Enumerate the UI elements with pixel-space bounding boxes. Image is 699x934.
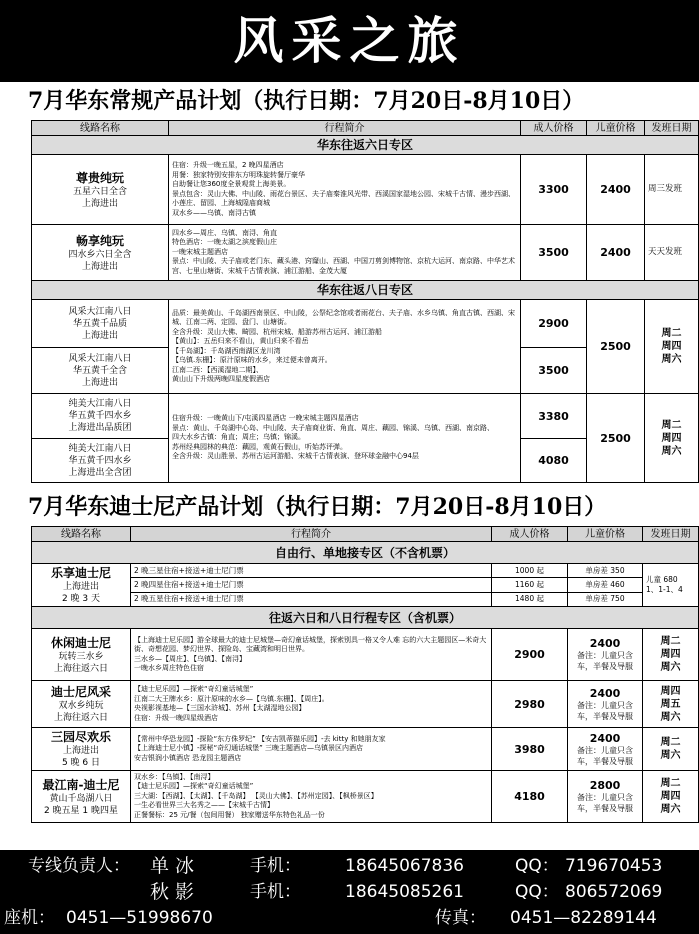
- qq-1: 719670453: [565, 856, 663, 876]
- child-price: 2400: [587, 155, 645, 225]
- table-row: [32, 300, 699, 348]
- route-name: 尊贵纯玩 五星六日全含 上海进出: [32, 155, 169, 225]
- landline: 0451—51998670: [66, 908, 213, 928]
- departure-dates: 周二 周四 周六: [645, 300, 699, 394]
- qq-label-2: QQ：: [515, 882, 559, 902]
- adult-price: 3300: [521, 155, 587, 225]
- adult-price: 3500: [521, 225, 587, 281]
- table-row: [32, 564, 699, 578]
- table-row: [32, 225, 699, 281]
- adult-price: 2900: [492, 629, 568, 681]
- adult-price: 4080: [521, 439, 587, 483]
- table-row: [32, 155, 699, 225]
- route-desc: 【迪士尼乐园】—探索“奇幻童话城堡” 江南二大王牌水乡：原汁原味的水乡—【乌镇.东栅】、【周庄】。 央视影视基地—【三国水浒城】、苏州【太湖湿地公园】 住宿：升级一晚四星级酒店: [131, 681, 492, 728]
- col-child: 儿童价格: [568, 527, 643, 542]
- col-child: 儿童价格: [587, 121, 645, 136]
- route-name: 最江南-迪士尼 黄山千岛湖八日 2 晚五星 1 晚四星: [32, 771, 131, 823]
- contact-label: 专线负责人：: [28, 856, 130, 876]
- departure-dates: 天天发班: [645, 225, 699, 281]
- route-desc: 【上海迪士尼乐园】游全球最大的迪士尼城堡—奇幻童话城堡，探索别具一格又令人难 忘的六大主题园区—米奇大街、奇想花园、梦幻世界、探险岛、宝藏湾和明日世界。 三水乡—【周庄】、【乌镇】、【南浔】 一晚水乡周庄特色住宿: [131, 629, 492, 681]
- table-row: [32, 629, 699, 681]
- phone-1: 18645067836: [345, 856, 464, 876]
- qq-label-1: QQ：: [515, 856, 559, 876]
- table-row: [32, 394, 699, 439]
- adult-price: 3980: [492, 728, 568, 771]
- adult-price: 2980: [492, 681, 568, 728]
- phone-label-2: 手机：: [250, 882, 301, 902]
- col-adult: 成人价格: [521, 121, 587, 136]
- qq-2: 806572069: [565, 882, 663, 902]
- table-row: [32, 681, 699, 728]
- col-route: 线路名称: [32, 527, 131, 542]
- route-name: 纯美大江南八日 华五黄千四水乡 上海进出全含团: [32, 439, 169, 483]
- child-price: 2400 备注：儿童只含 车，半餐及导服: [568, 681, 643, 728]
- phone-label-1: 手机：: [250, 856, 301, 876]
- route-name: 休闲迪士尼 玩转三水乡 上海往返六日: [32, 629, 131, 681]
- fax-label: 传真：: [435, 908, 486, 928]
- package-price: 1480 起: [492, 592, 568, 606]
- route-name: 畅享纯玩 四水乡六日全含 上海进出: [32, 225, 169, 281]
- package-price: 1000 起: [492, 564, 568, 578]
- departure-dates: 周二 周四 周六: [643, 771, 699, 823]
- package-line: 2 晚四星住宿+接送+迪士尼门票: [131, 578, 492, 592]
- route-desc: 住宿：升级一晚五星，2 晚四星酒店 用餐：独家特别安排东方明珠旋转餐厅豪华 自助餐让您360度全景观赏上海美景。 景点包含：灵山大佛、中山陵、雨花台景区、夫子庙秦淮风光带、西溪国家湿地公园、宋城千古情、漫步西湖、小莲庄、留园、上海城隍庙商城 双水乡——乌镇、南浔古镇: [169, 155, 521, 225]
- band-free-travel: 自由行、单地接专区（不含机票）: [32, 542, 699, 564]
- table-row: [32, 578, 699, 592]
- col-route: 线路名称: [32, 121, 169, 136]
- route-name: 风采大江南八日 华五黄千品质 上海进出: [32, 300, 169, 348]
- table-row: [32, 592, 699, 606]
- route-name: 三园尽欢乐 上海进出 5 晚 6 日: [32, 728, 131, 771]
- route-desc: 品质：最美黄山、千岛湖西南景区、中山陵，公祭纪念馆或者雨花台、夫子庙、水乡乌镇、角直古镇、西湖、宋城、江南二两、定园、盘门、山塘街。 全含升级：灵山大佛、畸园、杭州宋城、船游苏州古运河、浦江游船 【黄山】：五岳归来不看山，黄山归来不看岳 【千岛湖】：千岛湖西南湖区龙川湾 【乌镇.东栅】：原汁原味的水乡，来过便未曾离开。 江南二西：【西溪湿地二期】、 黄山山下升级两晚四星度假酒店: [169, 300, 521, 394]
- table-header: [32, 121, 699, 136]
- band-eight-day: 华东往返八日专区: [32, 281, 699, 300]
- route-name: 乐享迪士尼 上海进出 2 晚 3 天: [32, 564, 131, 607]
- section2-title: 7月华东迪士尼产品计划（执行日期：7月20日-8月10日）: [28, 494, 607, 520]
- single-room-supplement: 单房差 750: [568, 592, 643, 606]
- child-price: 2800 备注：儿童只含 车，半餐及导服: [568, 771, 643, 823]
- col-itinerary: 行程简介: [131, 527, 492, 542]
- child-price: 2500: [587, 394, 645, 483]
- single-room-supplement: 单房差 460: [568, 578, 643, 592]
- adult-price: 3380: [521, 394, 587, 439]
- contact-name-2: 秋 影: [150, 881, 195, 903]
- package-price: 1160 起: [492, 578, 568, 592]
- band-flight-included: 往返六日和八日行程专区（含机票）: [32, 607, 699, 629]
- child-price: 2400 备注：儿童只含 车，半餐及导服: [568, 728, 643, 771]
- contact-footer: [0, 850, 699, 934]
- route-name: 纯美大江南八日 华五黄千四水乡 上海进出品质团: [32, 394, 169, 439]
- child-price-note: 儿童 680 1、1-1、4: [643, 564, 699, 607]
- disney-table: [31, 526, 699, 823]
- adult-price: 2900: [521, 300, 587, 348]
- single-room-supplement: 单房差 350: [568, 564, 643, 578]
- contact-name-1: 单 冰: [150, 855, 195, 877]
- table-row: [32, 728, 699, 771]
- package-line: 2 晚三星住宿+接送+迪士尼门票: [131, 564, 492, 578]
- table-header: [32, 527, 699, 542]
- child-price: 2500: [587, 300, 645, 394]
- child-price: 2400: [587, 225, 645, 281]
- fax: 0451—82289144: [510, 908, 657, 928]
- table-row: [32, 771, 699, 823]
- phone-2: 18645085261: [345, 882, 464, 902]
- departure-dates: 周二 周四 周六: [645, 394, 699, 483]
- adult-price: 4180: [492, 771, 568, 823]
- route-desc: 双水乡：【乌镇】、【南浔】 【迪士尼乐园】—探索“奇幻童话城堡” 三大湖：【西湖】、【太湖】、【千岛湖】 【灵山大佛】、【苏州定园】、【枫桥景区】 一生必看世界三大名秀之——【宋城千古情】 正餐餐标：25 元/餐（包间用餐） 独家赠送华东特色礼品一份: [131, 771, 492, 823]
- band-six-day: 华东往返六日专区: [32, 136, 699, 155]
- departure-dates: 周二 周六: [643, 728, 699, 771]
- col-adult: 成人价格: [492, 527, 568, 542]
- brand-banner: 风采之旅: [0, 0, 699, 82]
- departure-dates: 周四 周五 周六: [643, 681, 699, 728]
- package-line: 2 晚五星住宿+接送+迪士尼门票: [131, 592, 492, 606]
- route-desc: 【常州中华恐龙园】-探险“东方侏罗纪” 【安吉凯蒂猫乐园】-去 kitty 和她朋友家 【上海迪士尼小镇】-探秘“奇幻通话城堡” 三晚主题酒店—乌镇景区内酒店 安吉银润小镇酒店 恐龙园主题酒店: [131, 728, 492, 771]
- landline-label: 座机：: [4, 908, 55, 928]
- col-dates: 发班日期: [645, 121, 699, 136]
- route-desc: 住宿升级：一晚黄山下/屯溪四星酒店 一晚宋城主题四星酒店 景点：黄山、千岛湖中心岛、中山陵、夫子庙商业街、角直、周庄、藕园、锦溪、乌镇、西湖、南京路、 四大水乡古镇：角直；周庄；乌镇；锦溪。 苏州经典园林的典范：藕园，观黄石假山，听始苏评弹。 全含升级：灵山胜景、苏州古运河游船、宋城千古情表演、登环球金融中心94层: [169, 394, 521, 483]
- col-dates: 发班日期: [643, 527, 699, 542]
- route-name: 迪士尼风采 双水乡纯玩 上海往返六日: [32, 681, 131, 728]
- child-price: 2400 备注：儿童只含 车，半餐及导服: [568, 629, 643, 681]
- east-china-table: [31, 120, 699, 483]
- section1-title: 7月华东常规产品计划（执行日期：7月20日-8月10日）: [28, 88, 585, 114]
- col-itinerary: 行程简介: [169, 121, 521, 136]
- adult-price: 3500: [521, 348, 587, 394]
- departure-dates: 周三发班: [645, 155, 699, 225]
- route-desc: 四水乡—周庄、乌镇、南浔、角直 特色酒店：一晚太湖之滨度假山庄 一晚宋城主题酒店 景点：中山陵、夫子庙或老门东、藏头港、窍窿山、西湖、中国刀剪剑博物馆、京杭大运河、南京路、中华艺术宫、七里山塘街、宋城千古情表演、浦江游船、金茂大厦: [169, 225, 521, 281]
- departure-dates: 周二 周四 周六: [643, 629, 699, 681]
- route-name: 风采大江南八日 华五黄千全含 上海进出: [32, 348, 169, 394]
